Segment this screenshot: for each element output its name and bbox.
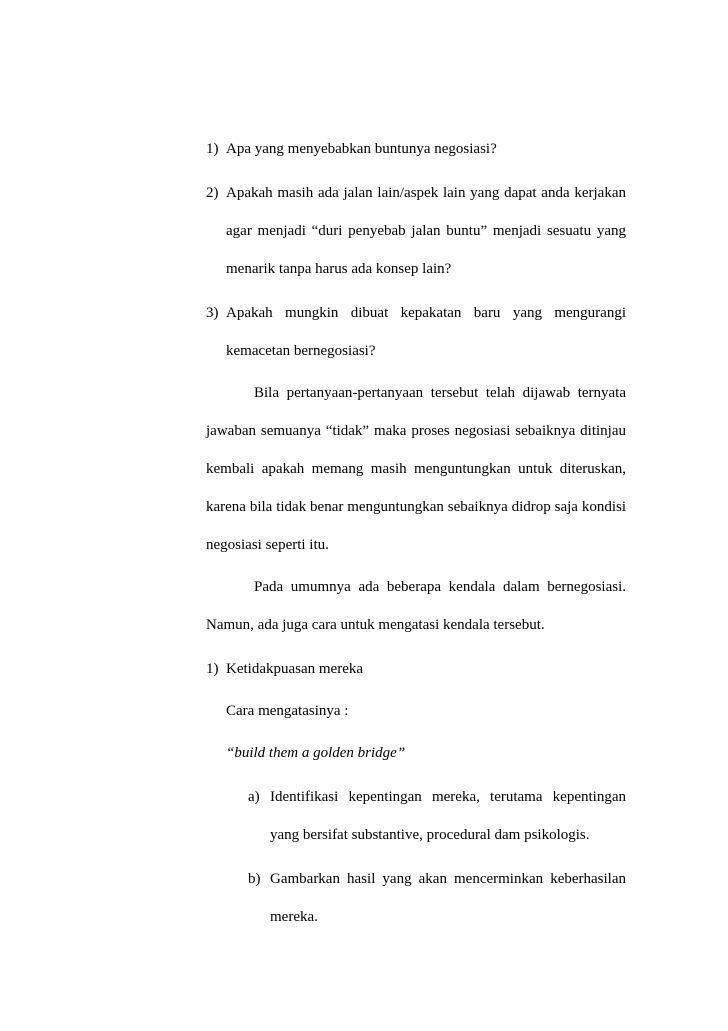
obstacle-title: Ketidakpuasan mereka <box>226 661 364 677</box>
paragraph-line: Bila pertanyaan-pertanyaan tersebut telah dijawab ternyata <box>254 385 626 401</box>
method-label: Cara mengatasinya : <box>226 703 349 719</box>
item-label: a) <box>248 789 260 805</box>
question-text: kemacetan bernegosiasi? <box>226 343 376 359</box>
question-number: 1) <box>206 141 219 157</box>
question-text: agar menjadi “duri penyebab jalan buntu” menjadi sesuatu yang <box>226 223 626 239</box>
obstacle-number: 1) <box>206 661 219 677</box>
item-text: mereka. <box>270 909 318 925</box>
question-text: menarik tanpa harus ada konsep lain? <box>226 261 452 277</box>
item-text: yang bersifat substantive, procedural dam psikologis. <box>270 827 590 843</box>
question-text: Apakah mungkin dibuat kepakatan baru yang mengurangi <box>226 305 626 321</box>
question-number: 3) <box>206 305 219 321</box>
paragraph-line: Namun, ada juga cara untuk mengatasi kendala tersebut. <box>206 617 545 633</box>
paragraph-line: negosiasi seperti itu. <box>206 537 329 553</box>
item-text: Gambarkan hasil yang akan mencerminkan keberhasilan <box>270 871 626 887</box>
quote-text: “build them a golden bridge” <box>226 745 406 761</box>
question-text: Apakah masih ada jalan lain/aspek lain yang dapat anda kerjakan <box>226 185 626 201</box>
paragraph-line: karena bila tidak benar menguntungkan sebaiknya didrop saja kondisi <box>206 499 626 515</box>
paragraph-line: Pada umumnya ada beberapa kendala dalam bernegosiasi. <box>254 579 626 595</box>
paragraph-line: jawaban semuanya “tidak” maka proses negosiasi sebaiknya ditinjau <box>206 423 626 439</box>
paragraph-line: kembali apakah memang masih menguntungkan untuk diteruskan, <box>206 461 626 477</box>
item-label: b) <box>248 871 261 887</box>
item-text: Identifikasi kepentingan mereka, terutama kepentingan <box>270 789 626 805</box>
question-number: 2) <box>206 185 219 201</box>
question-text: Apa yang menyebabkan buntunya negosiasi? <box>226 141 497 157</box>
